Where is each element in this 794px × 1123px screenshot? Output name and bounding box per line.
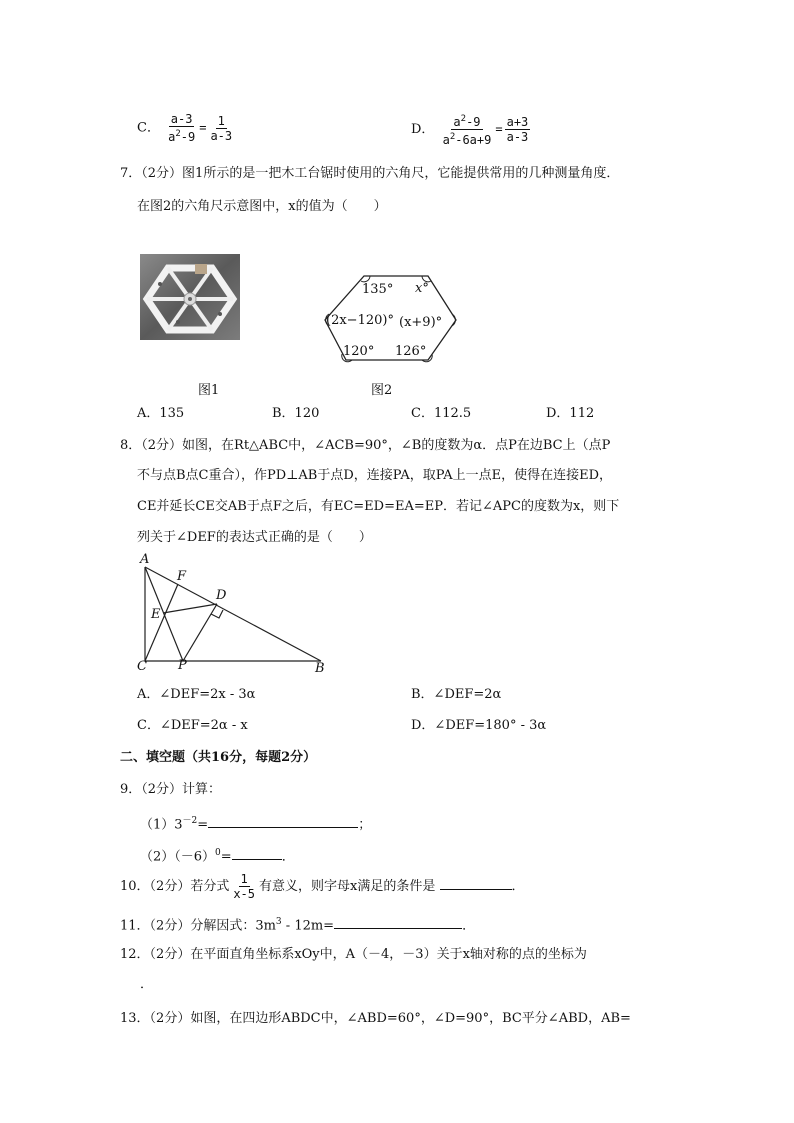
q9-sub1: $(1)3^{-2}=$ ；	[140, 811, 371, 835]
q12-stem-line2: ．	[140, 977, 154, 992]
q7-figure1-photo	[140, 254, 240, 340]
q8-label-a: A	[140, 552, 150, 567]
q7-angle-top-left: 135°	[362, 282, 394, 297]
q8-stem-line1: 8．（2分）如图，在Rt△ABC中，∠ACB=90°，∠B的度数为α．点P在边BC上（点P	[120, 438, 611, 453]
q7-angle-bottom-right: 126°	[395, 344, 427, 359]
q8-stem-line2: 不与点B点C重合），作PD⊥AB于点D，连接PA，取PA上一点E，使得在连接ED，	[137, 468, 613, 483]
q8-label-e: E	[151, 607, 161, 622]
q7-figure2-caption: 图2	[371, 383, 393, 398]
q8-triangle-diagram	[135, 552, 335, 680]
q9-sub1-answer-blank[interactable]	[208, 813, 358, 828]
q9-sub2: $(2)(-6)^0=$ ．	[140, 843, 295, 867]
q8-option-b: B．∠DEF=2α	[411, 687, 502, 702]
q6-c-lhs-fraction: $\frac{a-3}{a^2-9}$	[168, 112, 196, 144]
q11-answer-blank[interactable]	[334, 914, 462, 929]
q8-stem-line4: 列关于∠DEF的表达式正确的是（ ）	[137, 530, 372, 545]
q8-label-b: B	[315, 661, 325, 676]
q6-d-lhs-fraction: $\frac{a^2-9}{a^2-6a+9}$	[442, 114, 492, 147]
q7-option-b: B．120	[272, 406, 320, 421]
q7-stem-line1: 7．（2分）图1所示的是一把木工台锯时使用的六角尺，它能提供常用的几种测量角度．	[120, 166, 620, 181]
q7-angle-bottom-left: 120°	[343, 344, 375, 359]
q12-stem-line1: 12．（2分）在平面直角坐标系xOy中，A（－4，－3）关于x轴对称的点的坐标为	[120, 947, 587, 962]
q7-angle-top-right: x°	[415, 281, 429, 296]
q6-option-d: D． $\frac{a^2-9}{a^2-6a+9}$ = $\frac{a+3}{a-3}$	[411, 114, 529, 147]
q8-label-p: P	[178, 658, 187, 673]
q7-option-d: D．112	[546, 406, 595, 421]
q11-stem: 11．（2分）分解因式：$3m^3 - 12m=$ ．	[120, 912, 475, 936]
q8-option-d: D．∠DEF=180° - 3α	[411, 718, 547, 733]
q7-angle-mid-right: (x+9)°	[399, 315, 443, 330]
q6-option-c: C． $\frac{a-3}{a^2-9}$ = $\frac{1}{a-3}$	[137, 112, 233, 144]
q10-stem: 10．（2分）若分式 $\frac{1}{x-5}$ 有意义，则字母x满足的条件是 ．	[120, 872, 525, 901]
q8-label-f: F	[177, 569, 187, 584]
hexagon-ruler-photo	[140, 254, 240, 340]
q10-answer-blank[interactable]	[440, 875, 512, 890]
q7-stem-line2: 在图2的六角尺示意图中，x的值为（ ）	[137, 199, 387, 214]
q6-c-rhs-fraction: $\frac{1}{a-3}$	[210, 113, 233, 143]
q9-sub2-answer-blank[interactable]	[232, 845, 282, 860]
q10-fraction: $\frac{1}{x-5}$	[233, 872, 256, 901]
q8-option-a: A．∠DEF=2x - 3α	[137, 687, 256, 702]
q7-figure1-caption: 图1	[198, 383, 220, 398]
q7-option-a: A．135	[137, 406, 185, 421]
q8-label-c: C	[137, 659, 147, 674]
q8-stem-line3: CE并延长CE交AB于点F之后，有EC=ED=EA=EP．若记∠APC的度数为x，则下	[137, 499, 620, 514]
q13-stem-line1: 13．（2分）如图，在四边形ABDC中，∠ABD=60°，∠D=90°，BC平分∠ABD，AB=	[120, 1011, 631, 1026]
q7-option-c: C．112.5	[411, 406, 472, 421]
q9-stem: 9．（2分）计算：	[120, 782, 222, 797]
section2-heading: 二、填空题（共16分，每题2分）	[120, 750, 317, 765]
q8-label-d: D	[216, 588, 227, 603]
q7-angle-mid-left: (2x−120)°	[326, 313, 394, 328]
q6-d-rhs-fraction: $\frac{a+3}{a-3}$	[506, 115, 529, 144]
q8-option-c: C．∠DEF=2α - x	[137, 718, 248, 733]
